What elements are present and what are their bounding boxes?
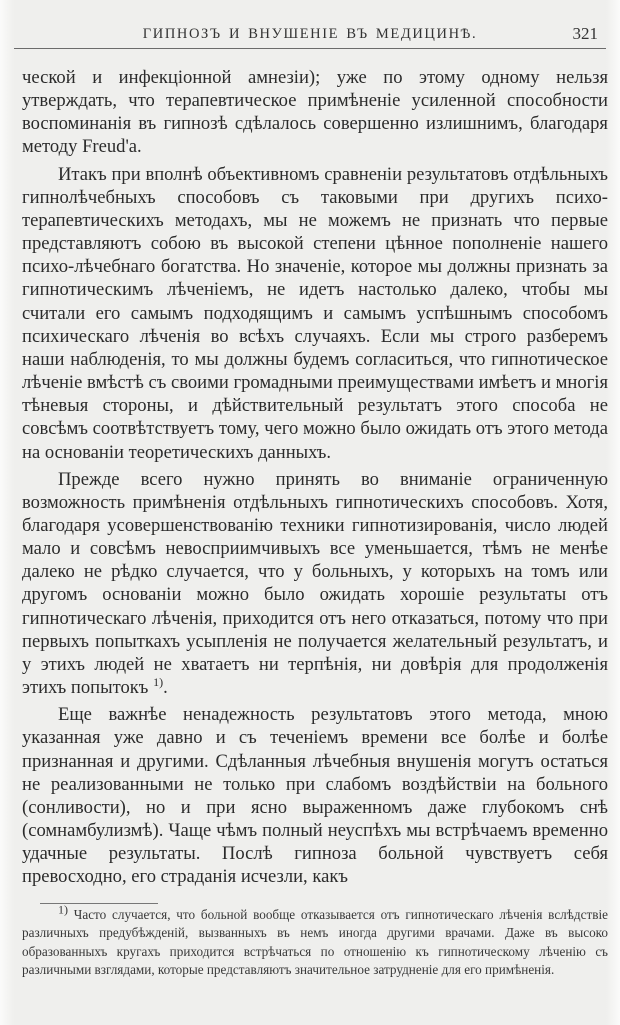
running-head xyxy=(14,24,606,46)
footnote-paragraph xyxy=(22,902,608,980)
header-rule xyxy=(14,48,606,49)
footnote-mark: 1) xyxy=(58,902,68,917)
running-head-title: ГИПНОЗЪ И ВНУШЕНІЕ ВЪ МЕДИЦИНѢ. xyxy=(142,26,478,42)
page-number: 321 xyxy=(572,24,598,43)
body-text xyxy=(22,66,608,892)
paragraph-continued: ческой и инфекціонной амнезіи); уже по этому одному нельзя утверждать, что терапевтическое примѣненіе усиленной способности воспоминанія въ гипнозѣ сдѣлалось совершенно излишнимъ, благодаря методу Freud'a. xyxy=(22,67,608,158)
page-edge-right xyxy=(606,0,620,1025)
paragraph-limitations xyxy=(22,468,608,700)
footnote-text: Часто случается, что больной вообще отказывается отъ гипнотическаго лѣченія вслѣдствіе различныхъ предубѣжденій, вызванныхъ въ немъ иногда другими врачами. Даже въ высоко образованныхъ кругахъ приходится встрѣчаться по отношенію къ гипнотическому лѣченію съ различными взглядами, которые представляютъ значительное затрудненіе для его примѣненія. xyxy=(22,907,608,978)
paragraph-comparison: Итакъ при вполнѣ объективномъ сравненіи результатовъ отдѣльныхъ гипнолѣчебныхъ способовъ съ таковыми при другихъ психо-терапевтическихъ методахъ, мы не можемъ не признать что первые представляютъ собою въ высокой степени цѣнное пополненіе нашего психо-лѣчебнаго богатства. Но значеніе, которое мы должны признать за гипнотическимъ лѣченіемъ, не идетъ настолько далеко, чтобы мы считали его самымъ подходящимъ и самымъ успѣшнымъ способомъ психическаго лѣченія во всѣхъ случаяхъ. Если мы строго разберемъ наши наблюденія, то мы должны будемъ согласиться, что гипнотическое лѣченіе вмѣстѣ съ своими громадными преимуществами имѣетъ и многія тѣневыя стороны, и дѣйствительный результатъ этого способа не совсѣмъ соотвѣтствуетъ тому, чего можно было ожидать отъ этого метода на основаніи теоретическихъ данныхъ. xyxy=(22,163,608,463)
paragraph-limitations-end: . xyxy=(163,677,168,699)
paragraph-limitations-text: Прежде всего нужно принять во вниманіе ограниченную возможность примѣненія отдѣльныхъ гипнотическихъ способовъ. Хотя, благодаря усовершенствованію техники гипнотизированія, число людей мало и совсѣмъ невосприимчивыхъ все уменьшается, тѣмъ не менѣе далеко не рѣдко случается, что у больныхъ, у которыхъ на томъ или другомъ основаніи можно было ожидать хорошіе результаты отъ гипнотическаго лѣченія, приходится отъ него отказаться, потому что при первыхъ попыткахъ усыпленія не получается желательный результатъ, и у этихъ людей не хватаетъ ни терпѣнія, ни довѣрія для продолженія этихъ попытокъ xyxy=(22,468,608,699)
footnote-reference: 1) xyxy=(153,674,164,689)
page-edge-left xyxy=(0,0,14,1025)
paragraph-unreliability: Еще важнѣе ненадежность результатовъ этого метода, мною указанная уже давно и съ теченіемъ времени все болѣе и болѣе признанная и другими. Сдѣланныя лѣчебныя внушенія могутъ остаться не реализованными не только при слабомъ воздѣйствіи на больного (сонливости), но и при ясно выраженномъ даже глубокомъ снѣ (сомнамбулизмѣ). Чаще чѣмъ полный неуспѣхъ мы встрѣчаемъ временно удачные результаты. Послѣ гипноза больной чувствуетъ себя превосходно, его страданія исчезли, какъ xyxy=(22,704,608,888)
footnote xyxy=(22,902,608,980)
